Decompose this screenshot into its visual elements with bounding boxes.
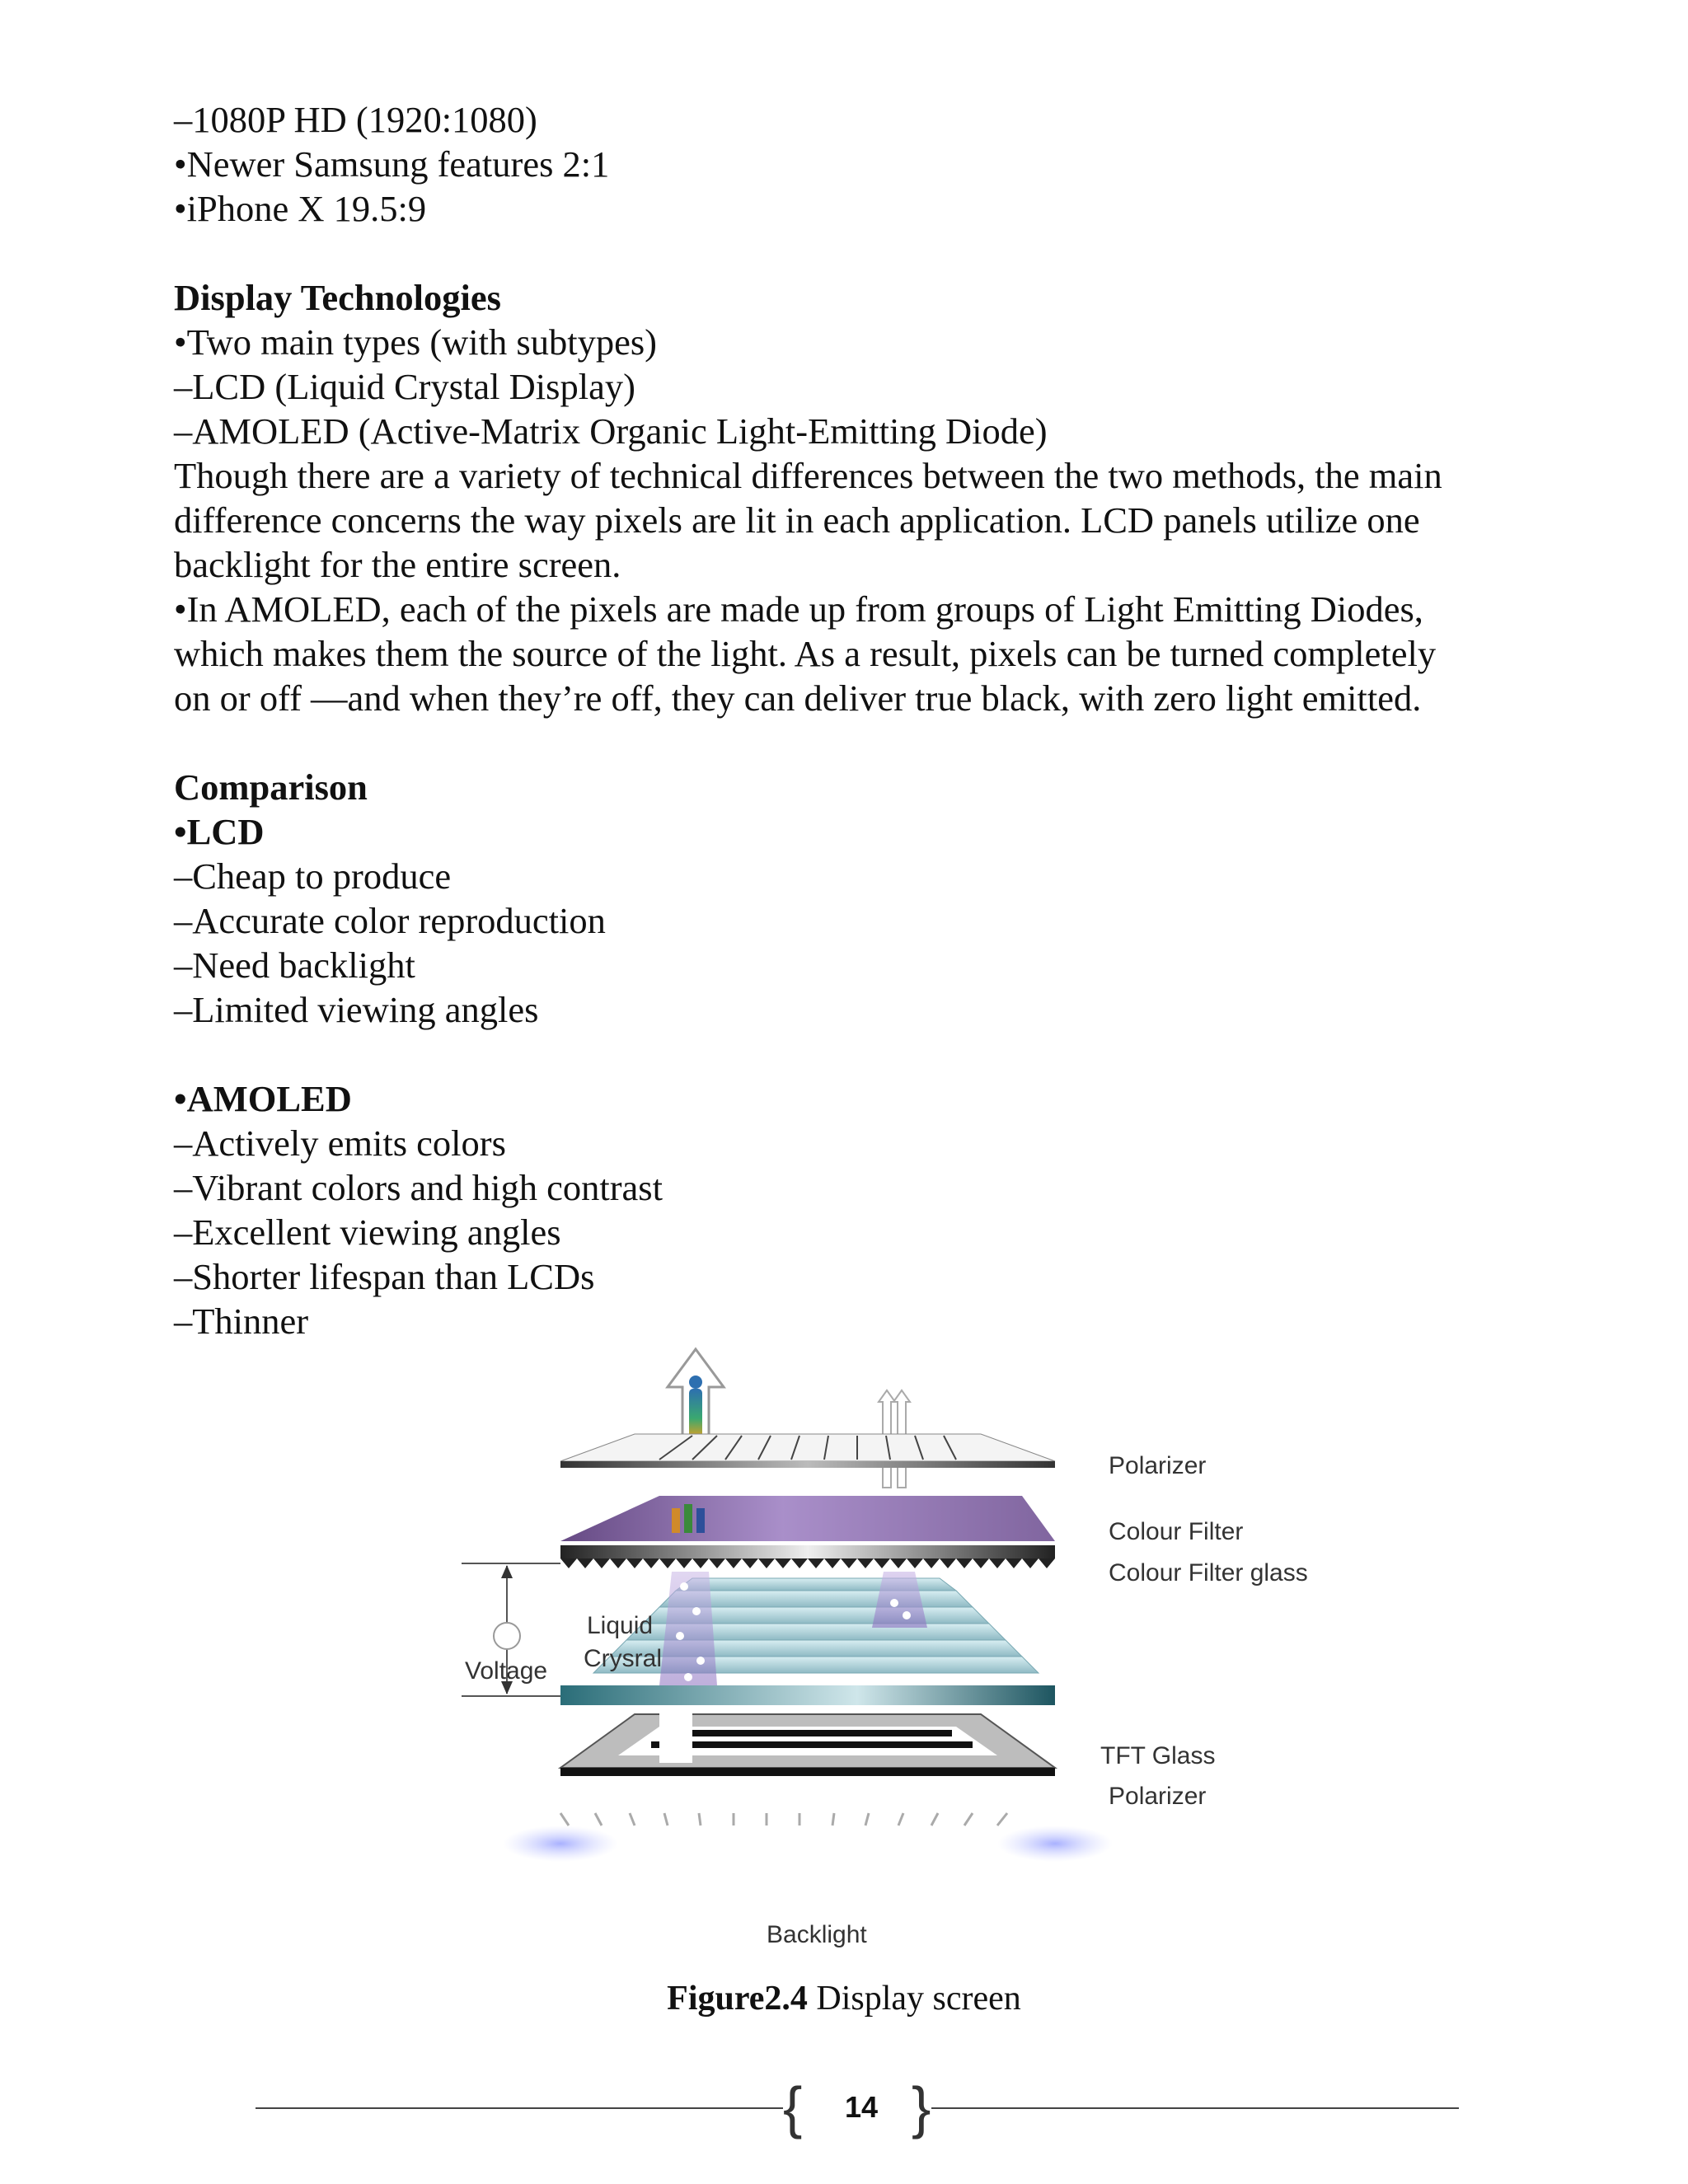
page-number: 14 <box>844 2090 879 2124</box>
top-polarizer-layer <box>560 1434 1055 1468</box>
label-polarizer-top: Polarizer <box>1109 1452 1207 1479</box>
figure-number: Figure2.4 <box>667 1980 808 2018</box>
list-item: –LCD (Liquid Crystal Display) <box>174 366 635 407</box>
label-tft-glass: TFT Glass <box>1100 1742 1216 1769</box>
tft-glass-layer <box>560 1685 1055 1705</box>
list-item: –Vibrant colors and high contrast <box>174 1167 663 1208</box>
label-crystal: Crysral <box>584 1645 662 1672</box>
figure-caption-text: Display screen <box>807 1980 1021 2018</box>
footer-rule-left <box>256 2107 783 2109</box>
paragraph-line: •In AMOLED, each of the pixels are made up from groups of Light Emitting Diodes, <box>174 588 1423 630</box>
list-item: –Need backlight <box>174 944 415 986</box>
label-polarizer-bottom: Polarizer <box>1109 1783 1207 1810</box>
paragraph-line: which makes them the source of the light. As a result, pixels can be turned completely <box>174 633 1437 674</box>
paragraph-line: on or off —and when they’re off, they can deliver true black, with zero light emitted. <box>174 677 1422 719</box>
list-item: –Cheap to produce <box>174 855 452 897</box>
label-colour-filter: Colour Filter <box>1109 1518 1244 1545</box>
label-liquid: Liquid <box>587 1612 654 1639</box>
figure-caption <box>0 1976 1688 2021</box>
colour-filter-glass-layer <box>560 1545 1055 1568</box>
label-voltage: Voltage <box>465 1657 548 1685</box>
list-item: –Shorter lifespan than LCDs <box>174 1256 595 1297</box>
paragraph-line: backlight for the entire screen. <box>174 544 621 585</box>
list-item: –Excellent viewing angles <box>174 1212 561 1253</box>
list-item: •Newer Samsung features 2:1 <box>174 143 610 185</box>
lcd-layer-diagram <box>445 1339 1352 1966</box>
list-item: –Actively emits colors <box>174 1122 506 1164</box>
right-brace-icon: } <box>912 2075 931 2139</box>
light-beam-left <box>659 1572 717 1685</box>
list-item: –Accurate color reproduction <box>174 900 606 941</box>
colour-filter-layer <box>560 1496 1055 1541</box>
list-item: –1080P HD (1920:1080) <box>174 99 537 140</box>
list-item: –Thinner <box>174 1301 309 1342</box>
list-item: •iPhone X 19.5:9 <box>174 188 427 229</box>
spacer <box>174 231 1526 275</box>
viewer-arrow-icon <box>668 1349 724 1438</box>
left-brace-icon: { <box>783 2075 803 2139</box>
label-backlight: Backlight <box>767 1921 867 1948</box>
bottom-polarizer-layer <box>560 1705 1055 1776</box>
section-heading-comparison: Comparison <box>174 766 368 808</box>
voltage-source-icon <box>494 1623 520 1649</box>
amoled-title: •AMOLED <box>174 1078 352 1119</box>
footer-rule-right <box>931 2107 1459 2109</box>
spacer <box>174 1032 1526 1076</box>
section-heading-display-technologies: Display Technologies <box>174 277 501 318</box>
display-layers-figure <box>445 1339 1352 1966</box>
page-footer <box>256 2075 1459 2139</box>
list-item: –AMOLED (Active-Matrix Organic Light-Emitting Diode) <box>174 410 1048 452</box>
list-item: •Two main types (with subtypes) <box>174 321 657 363</box>
spacer <box>174 720 1526 765</box>
list-item: –Limited viewing angles <box>174 989 539 1030</box>
label-colour-filter-glass: Colour Filter glass <box>1109 1559 1308 1586</box>
paragraph-line: Though there are a variety of technical differences between the two methods, the main <box>174 455 1442 496</box>
paragraph-line: difference concerns the way pixels are lit in each application. LCD panels utilize one <box>174 499 1420 541</box>
lcd-title: •LCD <box>174 811 265 852</box>
backlight-layer <box>503 1813 1113 1862</box>
page-body <box>174 97 1526 1343</box>
